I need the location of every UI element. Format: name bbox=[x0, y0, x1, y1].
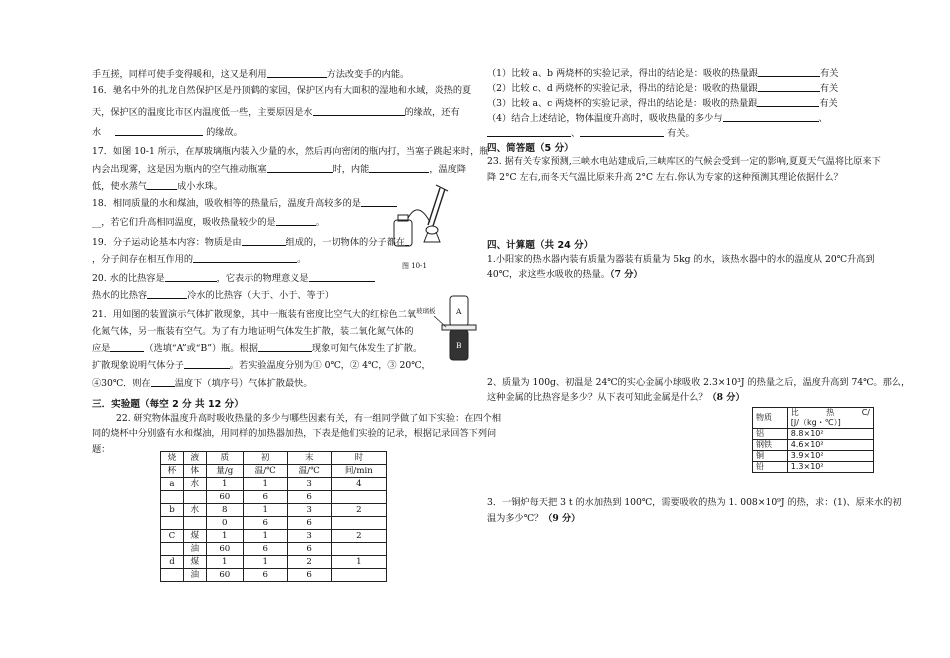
table-cell: 1 bbox=[206, 530, 243, 543]
table-cell: 油 bbox=[183, 543, 206, 556]
table-cell bbox=[331, 517, 386, 530]
answer-blank[interactable] bbox=[757, 97, 819, 107]
q16-line2: 天，保护区的温度比市区内温度低一些，主要原因是水 的缘故，还有 bbox=[92, 107, 460, 118]
answer-blank[interactable] bbox=[313, 106, 405, 116]
q22-answer-4b: 、 有关。 bbox=[487, 127, 695, 140]
answer-blank[interactable] bbox=[147, 180, 177, 190]
q22-answer-1: （1）比较 a、b 两烧杯的实验记录，得出的结论是：吸收的热量跟 有关 bbox=[487, 68, 839, 79]
table-cell: 6 bbox=[287, 569, 331, 582]
table-cell: 煤 bbox=[183, 556, 206, 569]
table-cell: 60 bbox=[206, 569, 243, 582]
table-cell: b bbox=[161, 504, 184, 517]
table-row bbox=[161, 543, 387, 556]
table-cell: 3 bbox=[287, 530, 331, 543]
table-header-row bbox=[753, 408, 874, 429]
table-cell: 3 bbox=[287, 478, 331, 491]
table-cell: 6 bbox=[243, 491, 287, 504]
answer-blank[interactable] bbox=[115, 126, 203, 136]
table-cell: 1 bbox=[206, 556, 243, 569]
answer-blank[interactable] bbox=[258, 342, 312, 352]
table-cell: 1 bbox=[243, 556, 287, 569]
q18-line2: __，若它们升高相同温度，吸收热量较少的是 。 bbox=[92, 217, 325, 228]
table-cell: 6 bbox=[243, 517, 287, 530]
table-cell: 时 bbox=[331, 452, 386, 465]
q17-line1: 17．如图 10-1 所示，在厚玻璃瓶内装入少量的水，然后再向密闭的瓶内打，当塞子跳起来时，瓶 bbox=[92, 146, 489, 157]
table-cell: 4.6×10² bbox=[787, 440, 873, 451]
answer-blank[interactable] bbox=[242, 236, 286, 246]
table-row bbox=[161, 491, 387, 504]
q23-line1: 23. 据有关专家预测,三峡水电站建成后,三峡库区的气候会受到一定的影响,夏夏天气温将比原来下 bbox=[487, 156, 881, 167]
q21-line1: 21．用如图的装置演示气体扩散现象，其中一瓶装有密度比空气大的红棕色二氧 bbox=[92, 309, 417, 320]
table-cell: 2 bbox=[331, 530, 386, 543]
table-cell bbox=[161, 569, 184, 582]
table-row bbox=[161, 530, 387, 543]
table-cell: 杯 bbox=[161, 465, 184, 478]
bottle-a-label: A bbox=[456, 307, 462, 316]
answer-blank[interactable] bbox=[309, 272, 375, 282]
table-row bbox=[753, 440, 874, 451]
q17-line2: 内会出现雾，这是因为瓶内的空气推动瓶塞 时，内能 ，温度降 bbox=[92, 164, 467, 175]
answer-blank[interactable] bbox=[276, 216, 316, 226]
answer-blank[interactable] bbox=[580, 127, 664, 137]
table-row bbox=[753, 429, 874, 440]
answer-blank[interactable] bbox=[165, 272, 217, 282]
table-row bbox=[161, 478, 387, 491]
table-cell: 60 bbox=[206, 491, 243, 504]
table-row bbox=[161, 517, 387, 530]
calc1-line2: 40℃，求这些水吸收的热量。（7 分） bbox=[487, 269, 643, 280]
q21-line4: 扩散现象说明气体分子 。若实验温度分别为① 0℃，② 4℃，③ 20℃， bbox=[92, 360, 431, 371]
table-cell: 1 bbox=[331, 556, 386, 569]
answer-blank[interactable] bbox=[184, 359, 230, 369]
answer-blank[interactable] bbox=[151, 377, 175, 387]
table-cell: 1 bbox=[243, 478, 287, 491]
table-cell: 0 bbox=[206, 517, 243, 530]
answer-blank[interactable] bbox=[487, 127, 571, 137]
table-cell: 1 bbox=[243, 530, 287, 543]
answer-blank[interactable] bbox=[723, 112, 819, 122]
table-cell: 6 bbox=[287, 517, 331, 530]
q20-line1: 20. 水的比热容是 ，它表示的物理意义是 bbox=[92, 272, 375, 285]
table-row bbox=[161, 504, 387, 517]
table-cell: a bbox=[161, 478, 184, 491]
q22-answer-4: （4）结合上述结论，物体温度升高时，吸收热量的多少与 、 bbox=[487, 113, 828, 124]
table-cell: 烧 bbox=[161, 452, 184, 465]
table-cell: 水 bbox=[183, 478, 206, 491]
table-cell: d bbox=[161, 556, 184, 569]
bottle-pump-figure bbox=[388, 180, 460, 260]
glass-plate-label: 玻璃板 bbox=[416, 307, 436, 315]
calc1-line1: 1.小阳家的热水器内装有质量为器装有质量为 5kg 的水，该热水器中的水的温度从 20℃升高到 bbox=[487, 254, 875, 265]
table-cell: 量/g bbox=[206, 465, 243, 478]
table-cell: 8 bbox=[206, 504, 243, 517]
table-cell: 铝 bbox=[753, 429, 788, 440]
section-5-heading: 四、计算题（共 24 分） bbox=[487, 240, 594, 251]
table-row bbox=[161, 556, 387, 569]
q17-line3: 低，使水蒸气 成小水珠。 bbox=[92, 181, 224, 192]
table-row bbox=[753, 462, 874, 473]
answer-blank[interactable] bbox=[110, 342, 144, 352]
calc2-line2: 这种金属的比热容是多少？从下表可知此金属是什么？（8 分） bbox=[487, 392, 745, 403]
table-cell: 铅 bbox=[753, 462, 788, 473]
q22-answer-2: （2）比较 c、d 两烧杯的实验记录，得出的结论是：吸收的热量跟 有关 bbox=[487, 83, 839, 94]
calc3-line1: 3．一铜炉每天把 3 t 的水加热到 100℃，需要吸收的热为 1. 008×10⁹J 的热，求：(1)、原来水的初 bbox=[487, 497, 902, 508]
table-cell: 8.8×10² bbox=[787, 429, 873, 440]
table-cell: 体 bbox=[183, 465, 206, 478]
answer-blank[interactable] bbox=[369, 163, 429, 173]
answer-blank[interactable] bbox=[193, 253, 297, 263]
table-cell bbox=[331, 543, 386, 556]
answer-blank[interactable] bbox=[758, 82, 820, 92]
table-row bbox=[161, 569, 387, 582]
table-cell bbox=[183, 491, 206, 504]
table-cell: 油 bbox=[183, 569, 206, 582]
table-cell: 末 bbox=[287, 452, 331, 465]
table-cell: 3.9×10² bbox=[787, 451, 873, 462]
q22-line1: 22. 研究物体温度升高时吸收热量的多少与哪些因素有关，有一组同学做了如下实验：在四个相 bbox=[116, 413, 502, 424]
table-cell bbox=[161, 543, 184, 556]
table-cell bbox=[331, 491, 386, 504]
table-cell bbox=[183, 517, 206, 530]
q18-line1: 18．相同质量的水和煤油，吸收相等的热量后，温度升高较多的是 bbox=[92, 197, 397, 210]
table-cell bbox=[331, 569, 386, 582]
q15-tail: 手互搓，同样可使手变得暖和，这又是利用 方法改变手的内能。 bbox=[92, 69, 410, 80]
answer-blank[interactable] bbox=[267, 163, 333, 173]
table-cell: 水 bbox=[183, 504, 206, 517]
table-cell: 钢铁 bbox=[753, 440, 788, 451]
table-row bbox=[161, 465, 387, 478]
table-cell: C bbox=[161, 530, 184, 543]
q21-line2: 化氮气体，另一瓶装有空气。为了有力地证明气体发生扩散，装二氧化氮气体的 bbox=[92, 326, 414, 337]
table-cell: 2 bbox=[287, 556, 331, 569]
table-cell: 煤 bbox=[183, 530, 206, 543]
specific-heat-table bbox=[752, 407, 874, 473]
table-cell: 6 bbox=[287, 491, 331, 504]
table-cell: 4 bbox=[331, 478, 386, 491]
table-cell: 液 bbox=[183, 452, 206, 465]
calc2-line1: 2、质量为 100g、初温是 24℃的实心金属小球吸收 2.3×10³J 的热量之后，温度升高到 74℃。那么， bbox=[487, 377, 911, 388]
table-cell: 3 bbox=[287, 504, 331, 517]
q16-line3: 水 的缘故。 bbox=[92, 127, 243, 138]
table-cell bbox=[161, 517, 184, 530]
q22-line2: 同的烧杯中分别盛有水和煤油，用同样的加热器加热，下表是他们实验的记录，根据记录回答下列问 bbox=[92, 428, 497, 439]
figure-caption: 图 10-1 bbox=[402, 262, 427, 270]
table-cell: 2 bbox=[331, 504, 386, 517]
calc3-line2: 温为多少℃？（9 分） bbox=[487, 513, 581, 524]
gas-diffusion-figure bbox=[432, 292, 482, 368]
table-cell: 1.3×10² bbox=[787, 462, 873, 473]
table-cell: 1 bbox=[243, 504, 287, 517]
q21-line5: ④30℃．则在 温度下（填序号）气体扩散最快。 bbox=[92, 378, 313, 389]
q19-line1: 19．分子运动论基本内容：物质是由 组成的，一切物体的分子都在 bbox=[92, 236, 409, 249]
q19-line2: ，分子间存在相互作用的 。 bbox=[92, 254, 307, 265]
table-cell: 6 bbox=[287, 543, 331, 556]
section-4-heading: 四、简答题（5 分） bbox=[487, 143, 574, 154]
table-cell: 温/℃ bbox=[287, 465, 331, 478]
answer-blank[interactable] bbox=[758, 67, 820, 77]
table-cell: 铜 bbox=[753, 451, 788, 462]
table-row bbox=[161, 452, 387, 465]
experiment-table bbox=[160, 451, 387, 582]
section-3-heading: 三．实验题（每空 2 分 共 12 分） bbox=[92, 399, 244, 410]
table-cell: 质 bbox=[206, 452, 243, 465]
answer-blank[interactable] bbox=[267, 68, 327, 78]
header-substance: 物质 bbox=[753, 408, 788, 429]
table-cell: 初 bbox=[243, 452, 287, 465]
q22-answer-3: （3）比较 a、c 两烧杯的实验记录，得出的结论是：吸收的热量跟 有关 bbox=[487, 98, 838, 109]
bottle-b-label: B bbox=[456, 341, 462, 350]
q22-line3: 题： bbox=[92, 444, 111, 455]
table-cell: 60 bbox=[206, 543, 243, 556]
q23-line2: 降 2°C 左右,而冬天气温比原来升高 2°C 左右.你认为专家的这种预测其理论依据什么？ bbox=[487, 172, 843, 183]
table-row bbox=[753, 451, 874, 462]
header-specific-heat: 比 热 C/ [J/（kg・℃）] bbox=[787, 408, 873, 429]
table-cell: 温/℃ bbox=[243, 465, 287, 478]
q21-line3: 应是 （选填“A”或“B”）瓶。根据 现象可知气体发生了扩散。 bbox=[92, 343, 423, 354]
table-cell bbox=[161, 491, 184, 504]
q20-line2: 热水的比热容 冷水的比热容（大于、小于、等于） bbox=[92, 290, 335, 301]
q16-line1: 16．驰名中外的扎龙自然保护区是丹顶鹤的家园，保护区内有大面积的湿地和水域，炎热的夏 bbox=[92, 85, 472, 96]
table-cell: 6 bbox=[243, 569, 287, 582]
table-cell: 6 bbox=[243, 543, 287, 556]
answer-blank[interactable] bbox=[147, 289, 187, 299]
table-cell: 间/min bbox=[331, 465, 386, 478]
table-cell: 1 bbox=[206, 478, 243, 491]
